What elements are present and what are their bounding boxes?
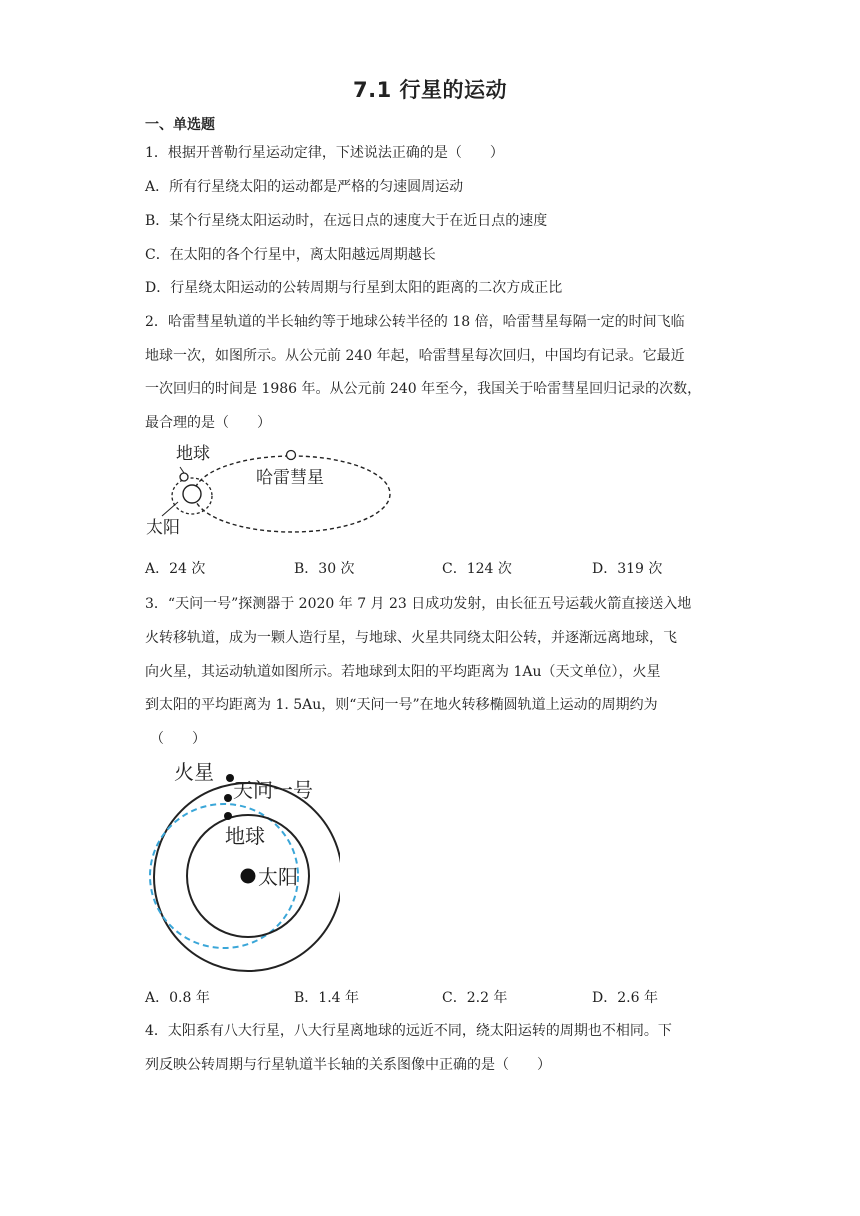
q3-options bbox=[145, 987, 705, 1007]
q2-option-b: B．30 次 bbox=[294, 561, 355, 577]
q3-option-a: A．0.8 年 bbox=[145, 990, 210, 1006]
q2-line-4: 最合理的是（ ） bbox=[145, 415, 271, 431]
figure-earth-orbit-label: 地球 bbox=[225, 824, 265, 848]
q2-line-2: 地球一次，如图所示。从公元前 240 年起，哈雷彗星每次回归，中国均有记录。它最近 bbox=[145, 348, 685, 364]
tianwen-orbit-figure bbox=[140, 752, 340, 977]
halley-comet-orbit-figure bbox=[140, 440, 400, 545]
figure-mars-label: 火星 bbox=[174, 760, 214, 784]
q3-line-3: 向火星，其运动轨道如图所示。若地球到太阳的平均距离为 1Au（天文单位），火星 bbox=[145, 664, 661, 680]
q3-option-c: C．2.2 年 bbox=[442, 990, 508, 1006]
q3-line-4: 到太阳的平均距离为 1. 5Au，则“天问一号”在地火转移椭圆轨道上运动的周期约为 bbox=[145, 697, 658, 713]
figure-earth-label: 地球 bbox=[176, 444, 210, 464]
q3-line-5: （ ） bbox=[150, 731, 206, 747]
q1-stem: 1．根据开普勒行星运动定律，下述说法正确的是（ ） bbox=[145, 145, 504, 161]
figure-sun-label: 太阳 bbox=[146, 518, 180, 538]
figure-sun-center-label: 太阳 bbox=[258, 865, 298, 889]
figure-probe-label: 天问一号 bbox=[233, 778, 313, 802]
q1-option-b: B．某个行星绕太阳运动时，在远日点的速度大于在近日点的速度 bbox=[145, 213, 548, 229]
figure-comet-label: 哈雷彗星 bbox=[256, 468, 324, 488]
q4-line-2: 列反映公转周期与行星轨道半长轴的关系图像中正确的是（ ） bbox=[145, 1057, 551, 1073]
q2-line-3: 一次回归的时间是 1986 年。从公元前 240 年至今，我国关于哈雷彗星回归记录的次数， bbox=[145, 381, 702, 397]
q2-option-a: A．24 次 bbox=[145, 561, 206, 577]
q3-option-b: B．1.4 年 bbox=[294, 990, 360, 1006]
q1-option-a: A．所有行星绕太阳的运动都是严格的匀速圆周运动 bbox=[145, 179, 464, 195]
q2-line-1: 2．哈雷彗星轨道的半长轴约等于地球公转半径的 18 倍，哈雷彗星每隔一定的时间飞临 bbox=[145, 314, 685, 330]
q1-option-d: D．行星绕太阳运动的公转周期与行星到太阳的距离的二次方成正比 bbox=[145, 280, 563, 296]
q2-option-d: D．319 次 bbox=[592, 561, 663, 577]
q3-line-2: 火转移轨道，成为一颗人造行星，与地球、火星共同绕太阳公转，并逐渐远离地球，飞 bbox=[145, 630, 677, 646]
q4-line-1: 4．太阳系有八大行星，八大行星离地球的远近不同，绕太阳运转的周期也不相同。下 bbox=[145, 1023, 672, 1039]
q1-option-c: C．在太阳的各个行星中，离太阳越远周期越长 bbox=[145, 247, 436, 263]
q3-option-d: D．2.6 年 bbox=[592, 990, 658, 1006]
page-title: 7.1 行星的运动 bbox=[352, 78, 507, 102]
q3-line-1: 3．“天问一号”探测器于 2020 年 7 月 23 日成功发射，由长征五号运载火箭直接送入地 bbox=[145, 596, 692, 612]
q2-options bbox=[145, 558, 705, 578]
section-heading: 一、单选题 bbox=[145, 117, 215, 133]
q2-option-c: C．124 次 bbox=[442, 561, 512, 577]
